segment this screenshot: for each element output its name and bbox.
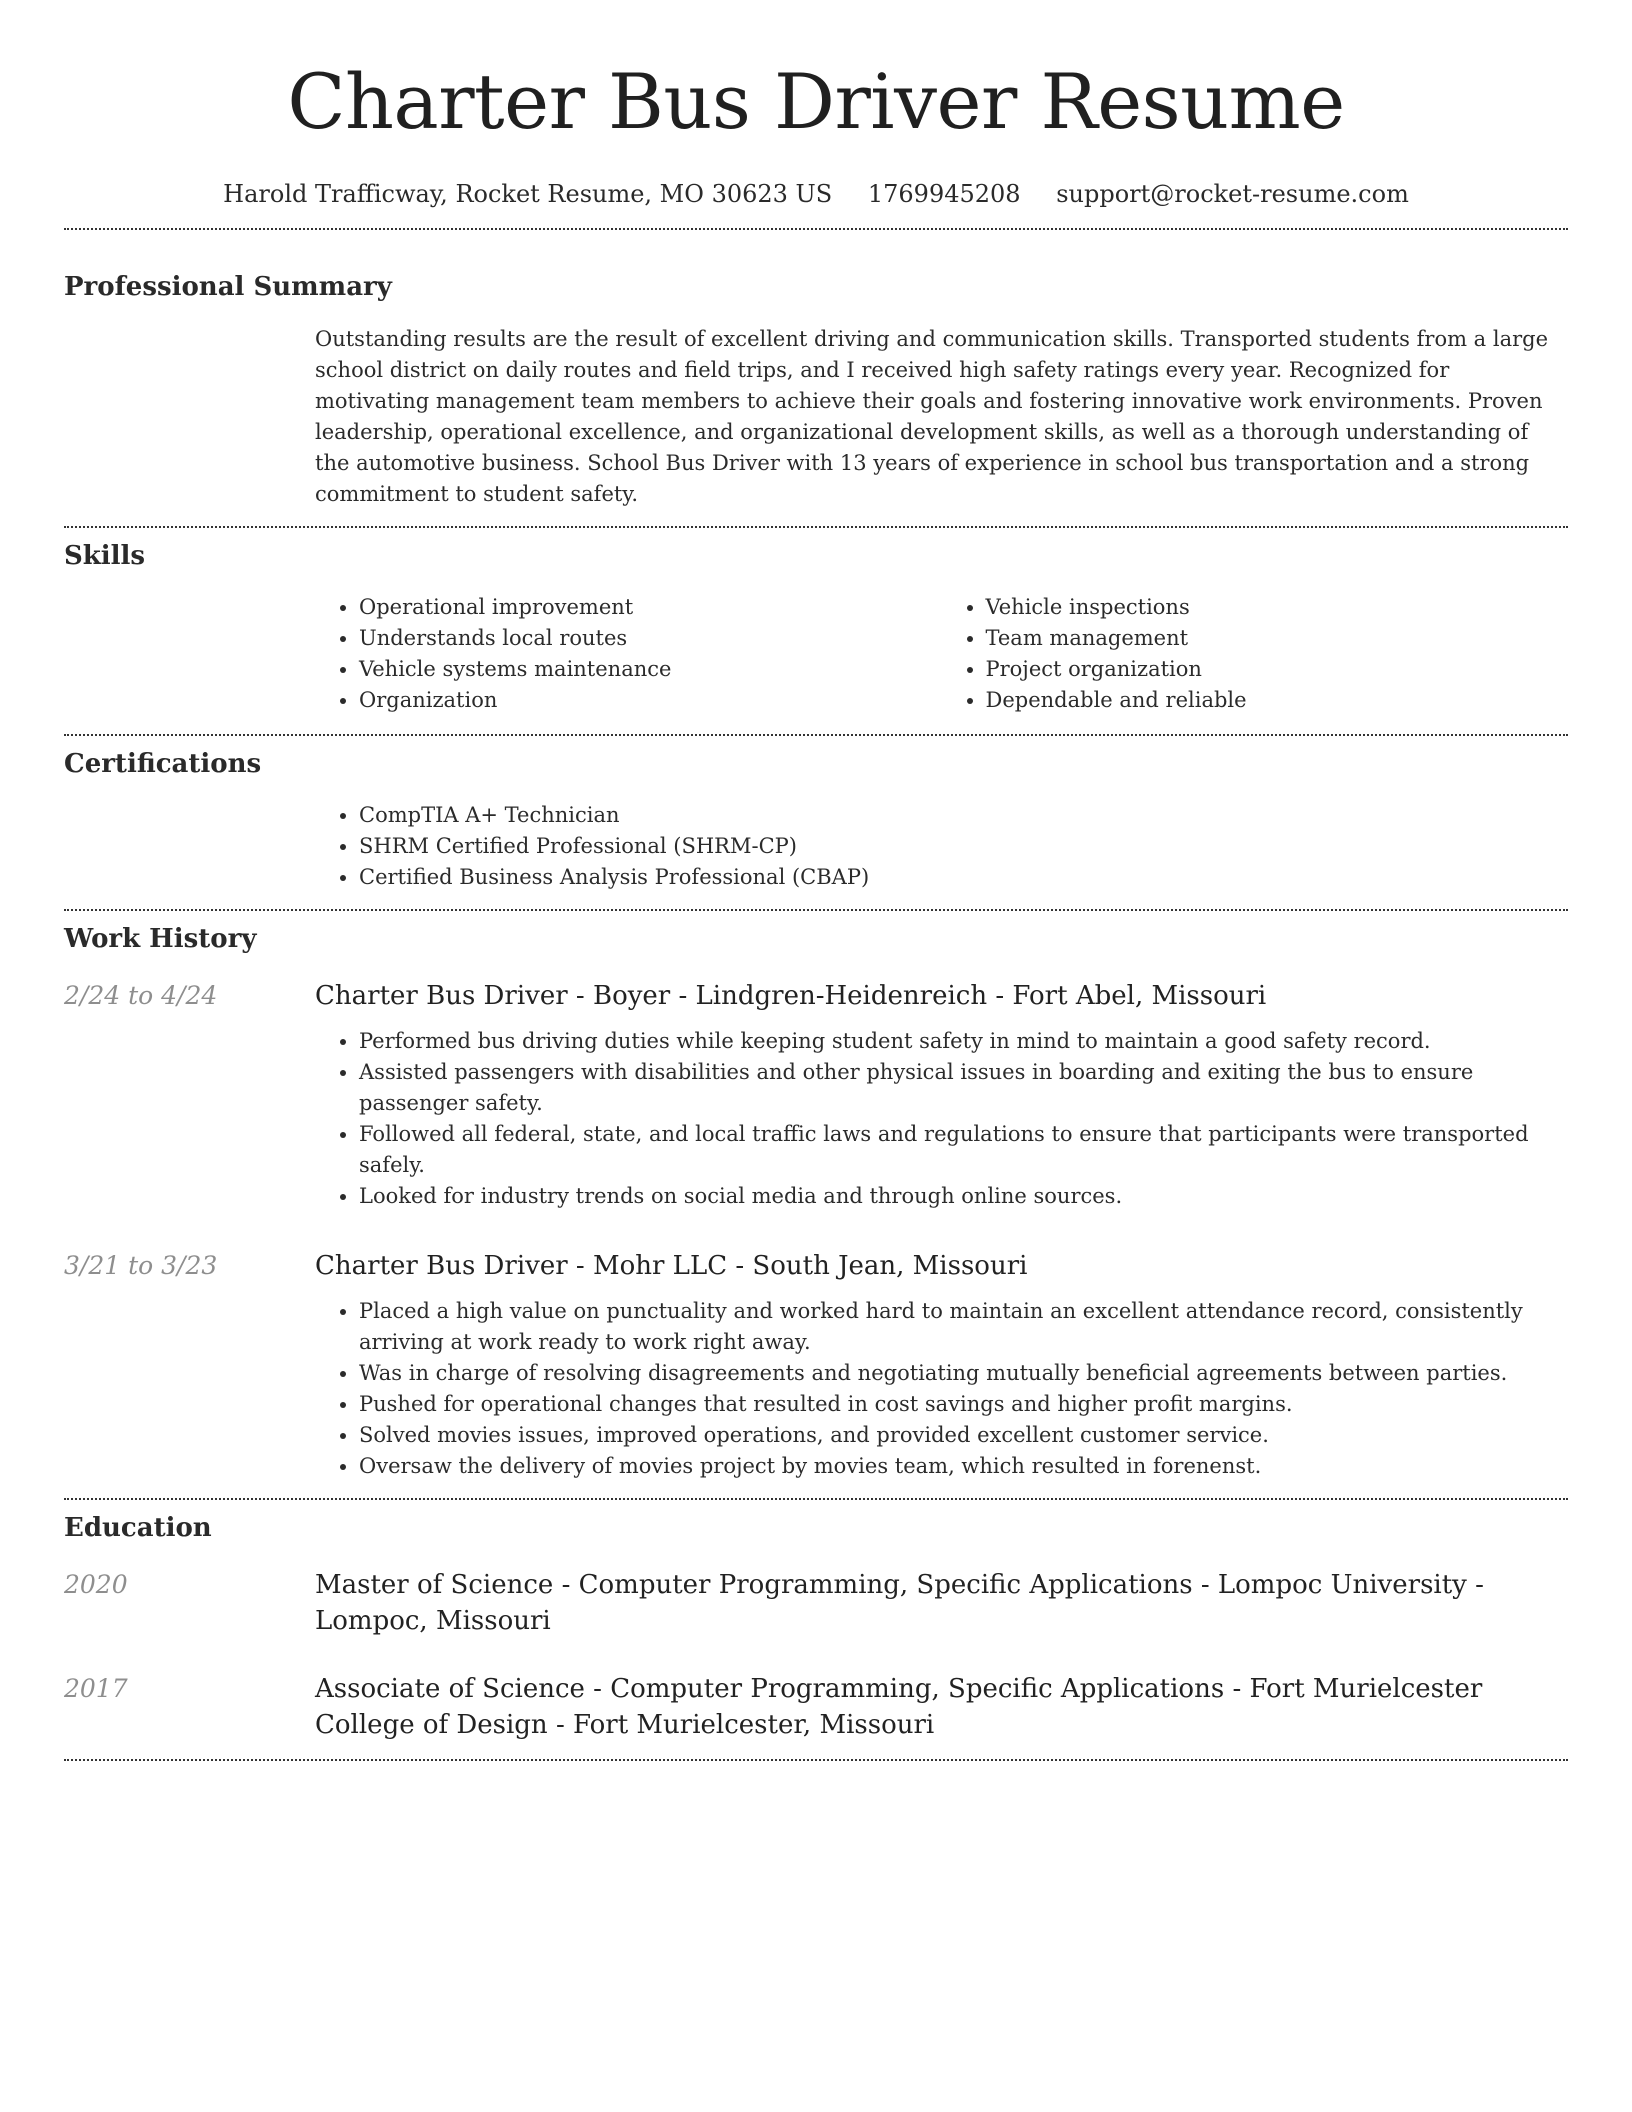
- job-bullet: • Assisted passengers with disabilities and other physical issues in boarding and exiting the bus to ensure passenger safety.: [359, 1057, 1568, 1119]
- certification-item: • CompTIA A+ Technician: [359, 800, 1568, 831]
- job-title: Charter Bus Driver - Boyer - Lindgren-Heidenreich - Fort Abel, Missouri: [315, 981, 1267, 1011]
- skill-item: • Operational improvement: [359, 592, 942, 623]
- certifications-list: [315, 800, 1568, 893]
- contact-email: support@rocket-resume.com: [1056, 180, 1409, 208]
- job-bullet: • Solved movies issues, improved operations, and provided excellent customer service.: [359, 1420, 1568, 1451]
- job-body: [315, 1296, 1568, 1482]
- education-section: [64, 1511, 1568, 1743]
- job-bullet: • Oversaw the delivery of movies project by movies team, which resulted in forenenst.: [359, 1451, 1568, 1482]
- certifications-body: [315, 800, 1568, 893]
- contact-address: Harold Trafficway, Rocket Resume, MO 30623 US: [223, 180, 833, 208]
- job-bullet: • Pushed for operational changes that resulted in cost savings and higher profit margins.: [359, 1389, 1568, 1420]
- education-year: 2020: [64, 1570, 128, 1599]
- skills-list-left: [315, 592, 942, 716]
- skill-item: • Dependable and reliable: [986, 685, 1569, 716]
- job-entry: [64, 978, 1568, 1212]
- skills-list-right: [942, 592, 1569, 716]
- skill-item: • Vehicle inspections: [986, 592, 1569, 623]
- job-bullet: • Placed a high value on punctuality and worked hard to maintain an excellent attendance record, consistently arriving at work ready to work right away.: [359, 1296, 1568, 1358]
- skills-grid: [315, 592, 1568, 716]
- skill-item: • Project organization: [986, 654, 1569, 685]
- job-bullets: [315, 1026, 1568, 1212]
- resume-title: Charter Bus Driver Resume: [287, 57, 1345, 146]
- job-entry: [64, 1248, 1568, 1482]
- resume-page: [64, 0, 1568, 1761]
- job-bullets: [315, 1296, 1568, 1482]
- divider: [64, 734, 1568, 736]
- certification-item: • SHRM Certified Professional (SHRM-CP): [359, 831, 1568, 862]
- job-dates: 2/24 to 4/24: [64, 981, 218, 1010]
- job-bullet: • Looked for industry trends on social media and through online sources.: [359, 1181, 1568, 1212]
- job-dates: 3/21 to 3/23: [64, 1251, 218, 1280]
- certifications-section: [64, 747, 1568, 893]
- divider: [64, 909, 1568, 911]
- work-history-section: [64, 922, 1568, 1482]
- section-heading: Certifications: [64, 749, 262, 779]
- contact-line: [64, 178, 1568, 210]
- divider: [64, 228, 1568, 230]
- job-body: [315, 1026, 1568, 1212]
- education-entry: [64, 1671, 1568, 1743]
- section-heading: Professional Summary: [64, 272, 392, 302]
- education-degree: Associate of Science - Computer Programming, Specific Applications - Fort Murielcester College of Design - Fort Murielcester, Missouri: [315, 1674, 1483, 1740]
- summary-text: Outstanding results are the result of excellent driving and communication skills. Transported students from a large school district on daily routes and field trips, and I received high safety ratings every year. Recognized for motivating management team members to achieve their goals and fostering innovative work environments. Proven leadership, operational excellence, and organizational development skills, as well as a thorough understanding of the automotive business. School Bus Driver with 13 years of experience in school bus transportation and a strong commitment to student safety.: [315, 327, 1549, 506]
- skill-item: • Vehicle systems maintenance: [359, 654, 942, 685]
- summary-section: [64, 270, 1568, 510]
- certification-item: • Certified Business Analysis Professional (CBAP): [359, 862, 1568, 893]
- job-bullet: • Was in charge of resolving disagreements and negotiating mutually beneficial agreements between parties.: [359, 1358, 1568, 1389]
- education-entry: [64, 1567, 1568, 1639]
- divider: [64, 1498, 1568, 1500]
- contact-phone: 1769945208: [867, 180, 1021, 208]
- skills-section: [64, 539, 1568, 716]
- section-heading: Skills: [64, 541, 146, 571]
- divider: [64, 526, 1568, 528]
- divider: [64, 1759, 1568, 1761]
- skill-item: • Team management: [986, 623, 1569, 654]
- skill-item: • Understands local routes: [359, 623, 942, 654]
- skill-item: • Organization: [359, 685, 942, 716]
- education-degree: Master of Science - Computer Programming, Specific Applications - Lompoc University - Lompoc, Missouri: [315, 1570, 1484, 1636]
- job-bullet: • Performed bus driving duties while keeping student safety in mind to maintain a good safety record.: [359, 1026, 1568, 1057]
- section-heading: Work History: [64, 924, 257, 954]
- section-heading: Education: [64, 1513, 212, 1543]
- job-title: Charter Bus Driver - Mohr LLC - South Jean, Missouri: [315, 1251, 1028, 1281]
- education-year: 2017: [64, 1674, 128, 1703]
- job-bullet: • Followed all federal, state, and local traffic laws and regulations to ensure that participants were transported safely.: [359, 1119, 1568, 1181]
